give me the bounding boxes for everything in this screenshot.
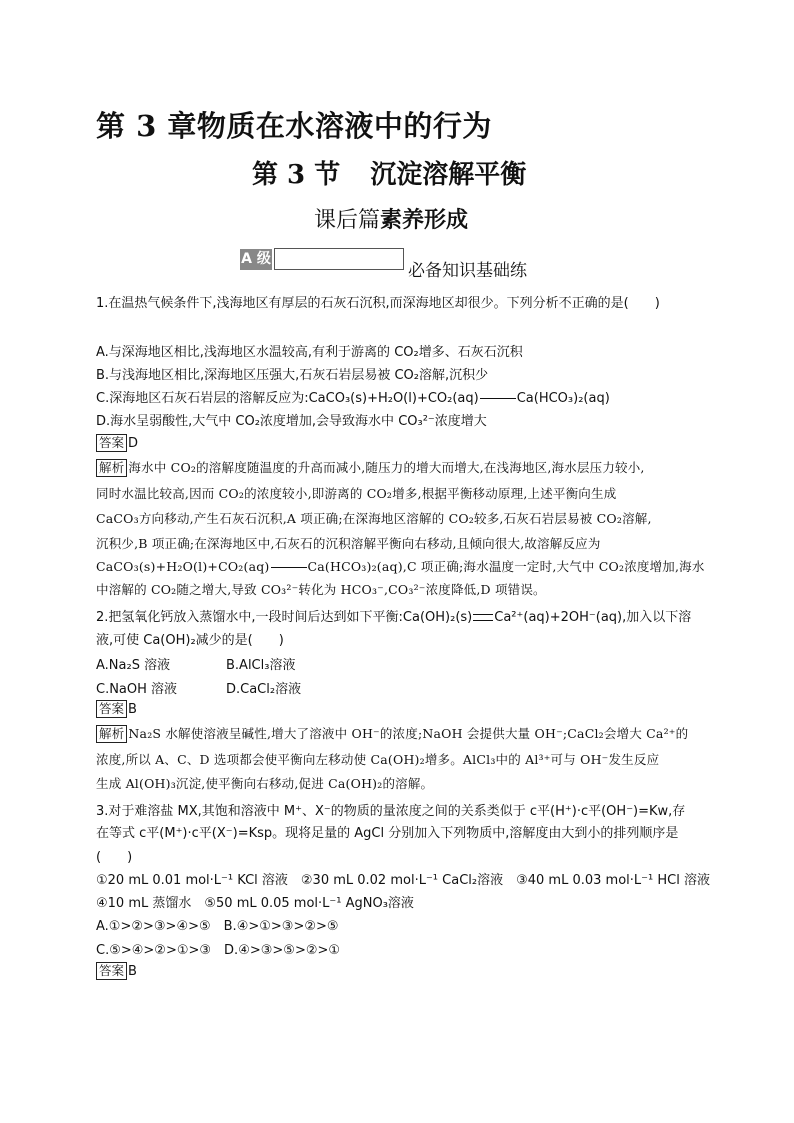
analysis-text: 海水中 CO₂的溶解度随温度的升高而减小,随压力的增大而增大,在浅海地区,海水层压力较小, [128,460,645,475]
q1-analysis-line: 同时水温比较高,因而 CO₂的浓度较小,即游离的 CO₂增多,根据平衡移动原理,上述平衡向生成 [96,486,617,501]
q1-stem: 1.在温热气候条件下,浅海地区有厚层的石灰石沉积,而深海地区却很少。下列分析不正确的是( ) [96,296,660,311]
subtitle-bold: 素养形成 [380,207,469,233]
answer-value: D [128,436,139,451]
q1-option-d: D.海水呈弱酸性,大气中 CO₂浓度增加,会导致海水中 CO₃²⁻浓度增大 [96,414,487,429]
q1-analysis-line [96,458,645,477]
q2-options-row [96,678,301,697]
q1-answer [96,434,138,452]
analysis-eq-right: Ca(HCO₃)₂(aq),C 项正确;海水温度一定时,大气中 CO₂浓度增加,海水 [307,559,705,574]
answer-tag: 答案 [96,434,127,452]
answer-value: B [128,964,137,979]
answer-tag: 答案 [96,962,127,980]
analysis-tag: 解析 [96,725,127,743]
section-number: 第 3 节 [252,160,341,190]
q2-option-a: A.Na₂S 溶液 [96,658,171,673]
q2-analysis-line: 生成 Al(OH)₃沉淀,使平衡向右移动,促进 Ca(OH)₂的溶解。 [96,776,434,791]
q2-analysis-line [96,724,688,743]
q2-stem [96,606,691,625]
section-title [252,154,526,191]
equals-arrow-icon [480,398,516,399]
level-tag: A 级 [240,249,272,270]
section-name: 沉淀溶解平衡 [370,160,527,190]
q1-analysis-line: 中溶解的 CO₂随之增大,导致 CO₃²⁻转化为 HCO₃⁻,CO₃²⁻浓度降低,D 项错误。 [96,582,546,597]
reversible-arrow-icon [473,614,493,621]
q3-stem: ( ) [96,850,133,865]
q3-options: C.⑤>④>②>①>③ D.④>③>⑤>②>① [96,943,341,958]
analysis-tag: 解析 [96,459,127,477]
answer-tag: 答案 [96,700,127,718]
q1-analysis-line: CaCO₃方向移动,产生石灰石沉积,A 项正确;在深海地区溶解的 CO₂较多,石灰石岩层易被 CO₂溶解, [96,511,652,526]
q2-analysis-line: 浓度,所以 A、C、D 选项都会使平衡向左移动使 Ca(OH)₂增多。AlCl₃中的 Al³⁺可与 OH⁻发生反应 [96,752,660,767]
q2-option-d: D.CaCl₂溶液 [226,682,302,697]
q1-option-c-right: Ca(HCO₃)₂(aq) [516,391,610,406]
q2-stem-left: 2.把氢氧化钙放入蒸馏水中,一段时间后达到如下平衡:Ca(OH)₂(s) [96,610,473,625]
q2-options-row [96,654,295,673]
q2-stem: 液,可使 Ca(OH)₂减少的是( ) [96,633,284,648]
page-subtitle [314,203,468,234]
chapter-title: 第 3 章物质在水溶液中的行为 [96,109,492,143]
q2-answer [96,700,137,718]
level-title: 必备知识基础练 [408,261,527,281]
analysis-eq-left: CaCO₃(s)+H₂O(l)+CO₂(aq) [96,559,270,574]
q1-option-a: A.与深海地区相比,浅海地区水温较高,有利于游离的 CO₂增多、石灰石沉积 [96,345,523,360]
analysis-text: Na₂S 水解使溶液呈碱性,增大了溶液中 OH⁻的浓度;NaOH 会提供大量 OH⁻;CaCl₂会增大 Ca²⁺的 [128,726,689,741]
q3-items: ④10 mL 蒸馏水 ⑤50 mL 0.05 mol·L⁻¹ AgNO₃溶液 [96,896,414,911]
q3-options: A.①>②>③>④>⑤ B.④>①>③>②>⑤ [96,919,339,934]
answer-value: B [128,702,137,717]
equals-arrow-icon [271,567,307,568]
q1-analysis-line: 沉积少,B 项正确;在深海地区中,石灰石的沉积溶解平衡向右移动,且倾向很大,故溶解反应为 [96,536,601,551]
q3-items: ①20 mL 0.01 mol·L⁻¹ KCl 溶液 ②30 mL 0.02 mol·L⁻¹ CaCl₂溶液 ③40 mL 0.03 mol·L⁻¹ HCl 溶液 [96,873,710,888]
q1-option-c-left: C.深海地区石灰石岩层的溶解反应为:CaCO₃(s)+H₂O(l)+CO₂(aq) [96,391,479,406]
q2-option-b: B.AlCl₃溶液 [226,658,296,673]
q3-stem: 在等式 c平(M⁺)·c平(X⁻)=Ksp。现将足量的 AgCl 分别加入下列物质中,溶解度由大到小的排列顺序是 [96,826,679,841]
q1-option-b: B.与浅海地区相比,深海地区压强大,石灰石岩层易被 CO₂溶解,沉积少 [96,368,489,383]
level-blank-box [274,248,404,270]
q1-analysis-line [96,557,705,575]
q2-option-c: C.NaOH 溶液 [96,682,178,697]
q3-stem: 3.对于难溶盐 MX,其饱和溶液中 M⁺、X⁻的物质的量浓度之间的关系类似于 c平(H⁺)·c平(OH⁻)=Kw,存 [96,804,686,819]
q2-stem-right: Ca²⁺(aq)+2OH⁻(aq),加入以下溶 [494,610,692,625]
q1-option-c [96,387,610,406]
q3-answer [96,962,137,980]
subtitle-prefix: 课后篇 [314,208,381,233]
